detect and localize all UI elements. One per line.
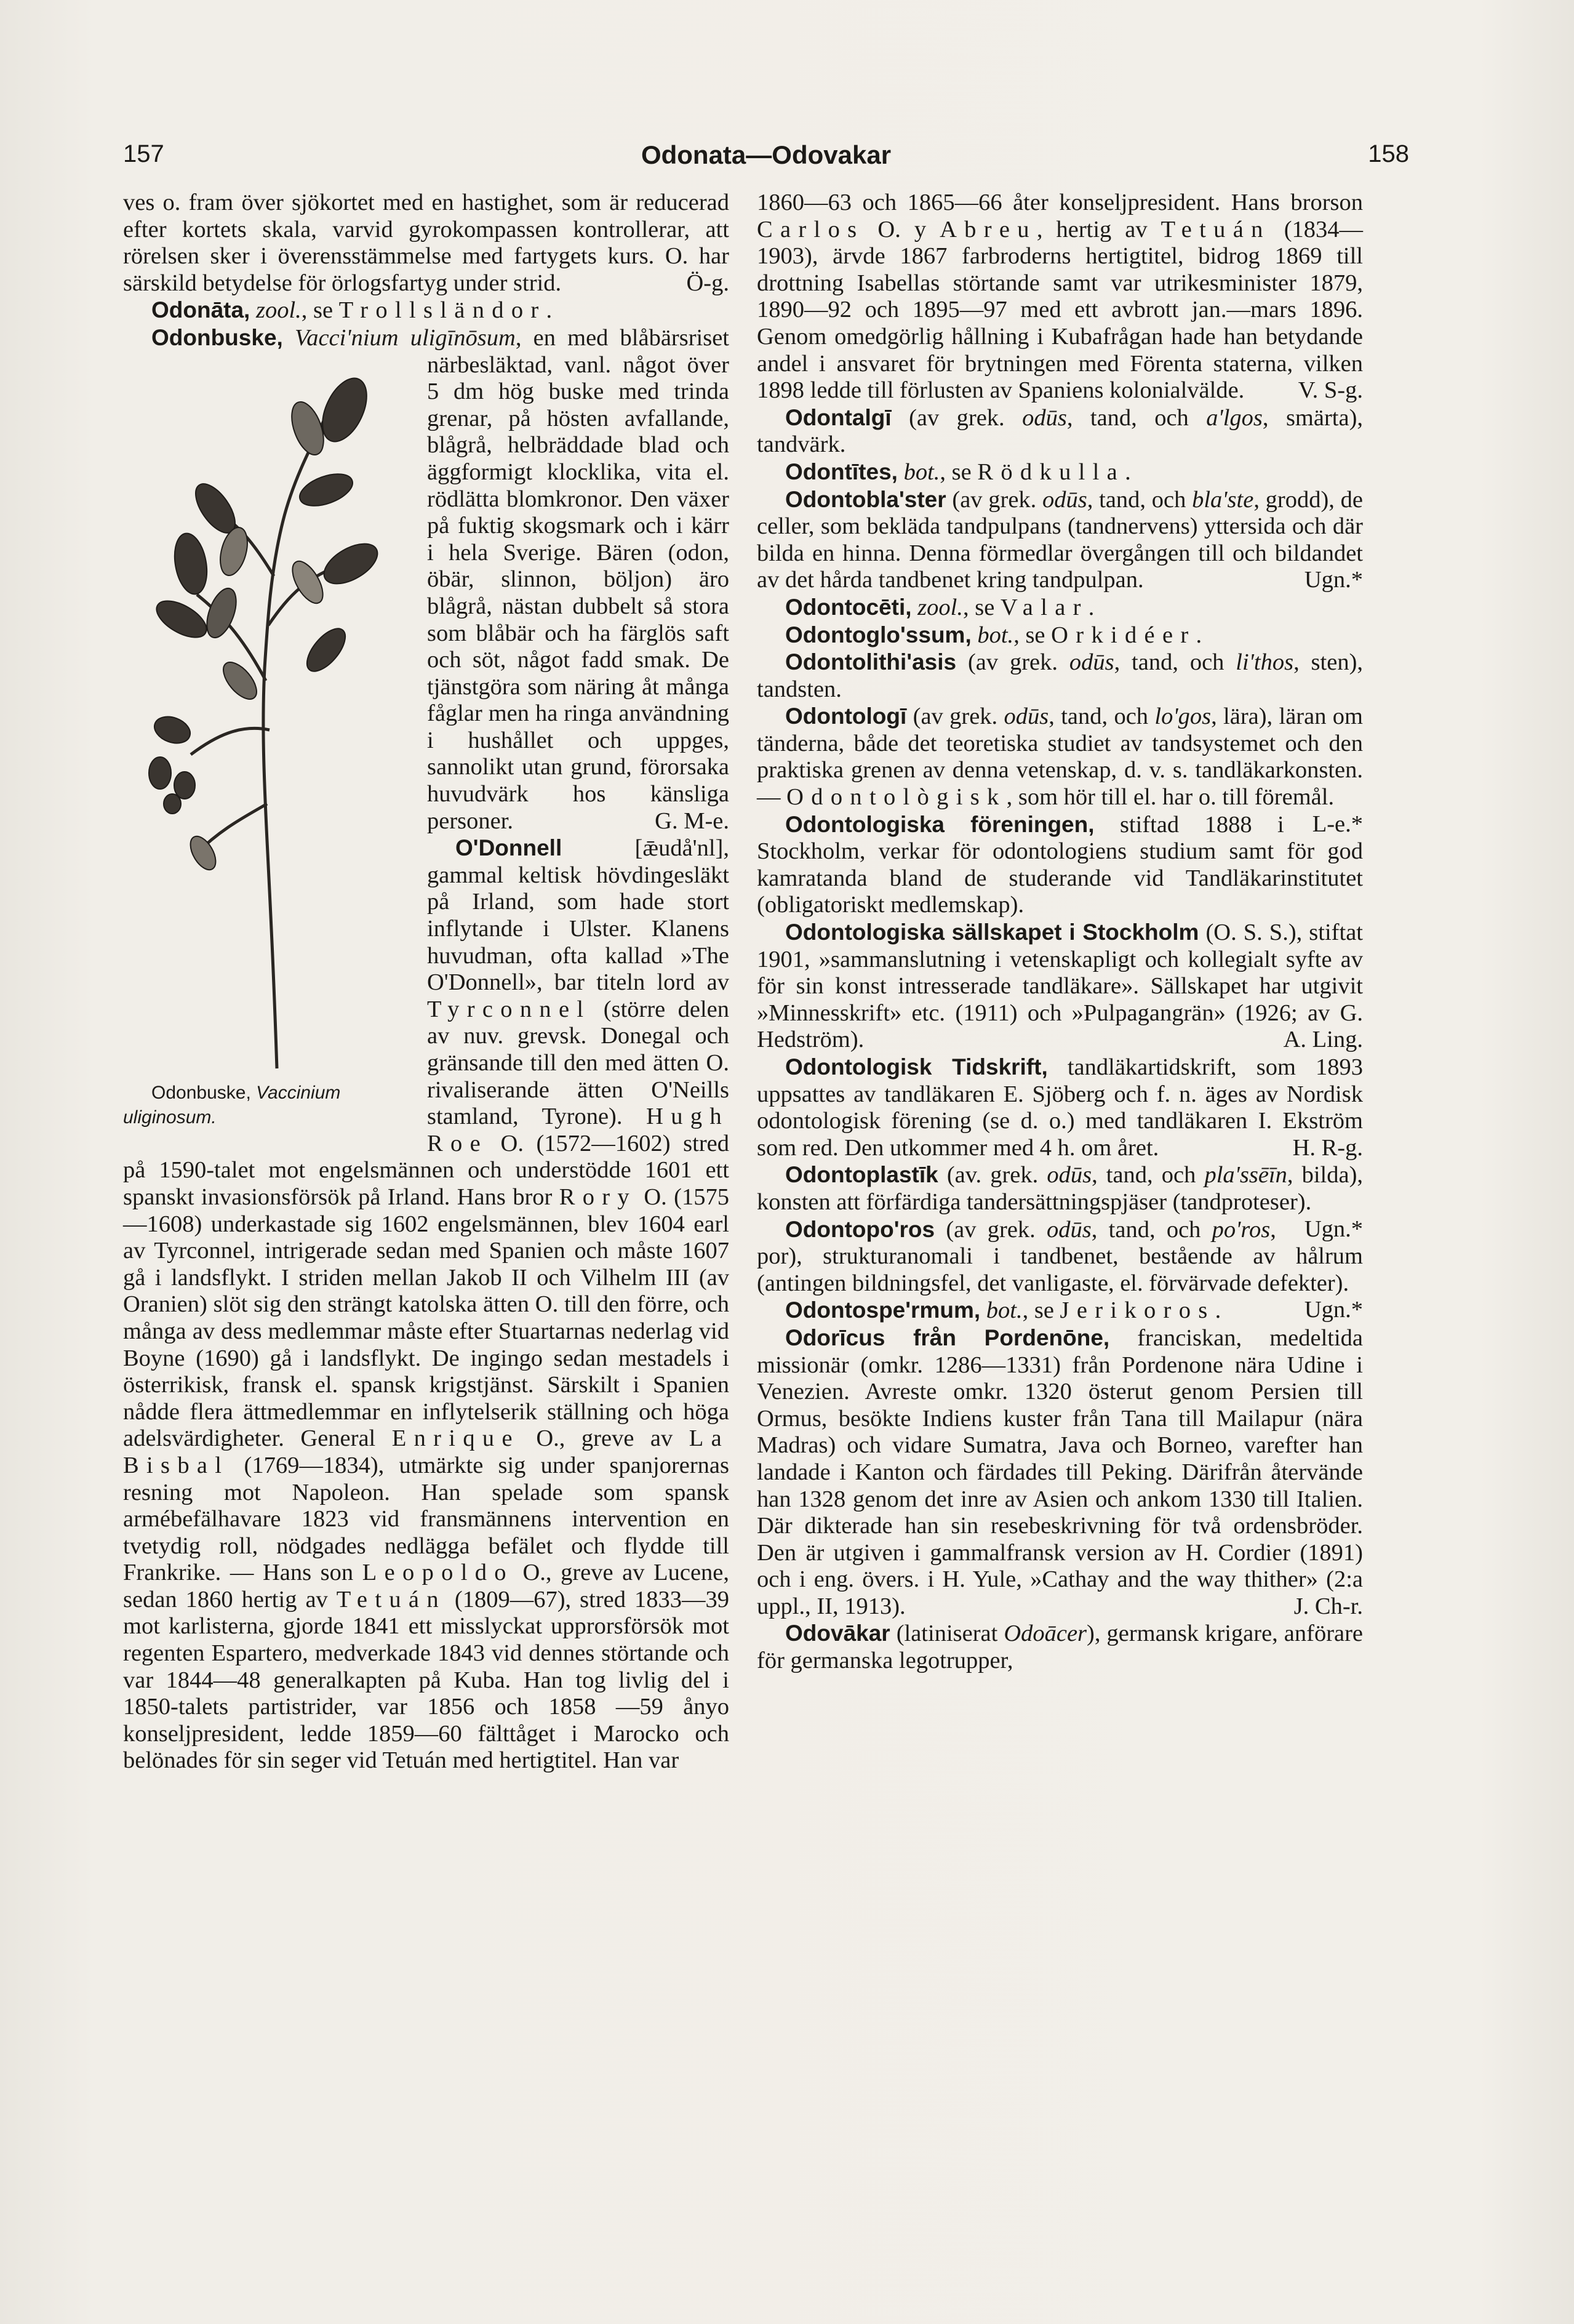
- cross-reference: Rödkulla: [977, 459, 1125, 485]
- cross-reference: Trollsländor: [338, 297, 546, 324]
- page-number-right: 158: [1368, 140, 1409, 167]
- entry-odoricus: Odorīcus från Pordenōne, franciskan, medeltida missionär (omkr. 1286—1331) från Pordenone nära Udine i Venezien. Avreste omkr. 1320 österut genom Persien till Ormus, besökte Indiens kuster från Tana till Mailapur (nära Madras) och vidare Sumatra, Java och Borneo, varefter han landade i Kanton och färdades till Peking. Därifrån återvände han 1328 genom det inre av Asien och ankom 1330 till Italien. Där dikterade han sin resebeskrivning för två ordensbröder. Den är utgiven i gammalfransk version av H. Cordier (1891) och i eng. övers. i H. Yule, »Cathay and the way thither» (2:a uppl., II, 1913). J. Ch-r.: [757, 1324, 1363, 1619]
- entry-odontologisk-tidskrift: Odontologisk Tidskrift, tandläkartidskrift, som 1893 uppsattes av tandläkaren E. Sjöberg och f. n. äges av Nordisk odontologisk förening (se d. o.) med tandläkaren I. Ekström som red. Den utkommer med 4 h. om året. H. R-g.: [757, 1054, 1363, 1161]
- headword: Odontologisk Tidskrift,: [785, 1054, 1048, 1080]
- blueberry-branch-illustration: [123, 361, 412, 1081]
- signature: G. M-e.: [655, 807, 729, 834]
- entry-odontologiska-sallskapet: Odontologiska sällskapet i Stockholm (O. S. S.), stiftat 1901, »sammanslutning i vetenskapligt och kollegialt syfte av för sin konst intresserade tandläkare». Sällskapet har utgivit »Minnesskrift» etc. (1911) och »Pulpagangrän» (1926; av G. Hedström). A. Ling.: [757, 920, 1363, 1053]
- signature: J. Ch-r.: [1293, 1593, 1363, 1619]
- headword: Odorīcus från Pordenōne,: [785, 1324, 1110, 1350]
- headword: Odontocēti,: [785, 594, 912, 620]
- entry-continuation: ves o. fram över sjökortet med en hastighet, som är reducerad efter kortets skala, varvid gyrokompassen kontrollerar, att rörelsen sker i överensstämmelse med fartygets kurs. O. har särskild betydelse för örlogsfartyg under strid. Ö-g.: [123, 190, 729, 296]
- signature: V. S-g.: [1298, 377, 1363, 404]
- headword: Odonbuske,: [151, 324, 283, 350]
- headword: Odontologiska sällskapet i Stockholm: [785, 920, 1199, 945]
- headword: Odontospe'rmum,: [785, 1297, 981, 1323]
- cross-reference: Valar: [1000, 594, 1089, 620]
- entry-odonbuske: Odonbuske, Vacci'nium uligīnōsum Odonbuske, Vaccinium uliginosum. , en med blåbärsriset närbesläktad, vanl. något över 5 dm hög buske med trinda grenar, på hösten avfallande, blågrå, helbräddade blad och äggformigt klocklika, vita el. rödlätta blomkronor. Den växer på fuktig skogsmark och i kärr i hela Sverige. Bären (odon, öbär, slinnon, böljon) äro blågrå, nästan dubbelt så stora som blåbär och ha färglös saft och söt, något fadd smak. De tjänstgöra som näring åt många fåglar men ha ringa användning i hushållet och uppges, sannolikt utan grund, förorsaka huvudvärk hos känsliga personer. G. M-e.: [123, 324, 729, 835]
- running-title: Odonata—Odovakar: [641, 140, 892, 169]
- signature: Ö-g.: [686, 270, 729, 296]
- entry-odontoporos: Odontopo'ros (av grek. odūs, tand, och po'ros, por), strukturanomali i tandbenet, bestående av hålrum (antingen bildningsfel, det vanligaste, el. förvärvade defekter). Ugn.*: [757, 1216, 1363, 1323]
- figure-caption: Odonbuske, Vaccinium uliginosum.: [123, 1082, 341, 1128]
- headword: Odonāta,: [151, 297, 250, 323]
- entry-odonata: Odonāta, zool., se Trollsländor.: [151, 297, 553, 324]
- entry-odontoblaster: Odontobla'ster (av grek. odūs, tand, och bla'ste, grodd), de celler, som bekläda tandpulpans (tandnervens) yttersida och där bilda en hinna. Denna förmedlar övergången till och bildandet av det hårda tandbenet kring tandpulpan. Ugn.*: [757, 486, 1364, 593]
- signature: Ugn.*: [1304, 567, 1363, 593]
- odonbuske-figure: [123, 361, 412, 1130]
- headword: Odontobla'ster: [785, 486, 946, 512]
- cross-reference: Jerikoros: [1060, 1297, 1215, 1324]
- signature: L-e.*: [1312, 811, 1363, 837]
- headword: Odontopo'ros: [785, 1216, 935, 1242]
- page-number-left: 157: [123, 140, 164, 167]
- page-header: [123, 140, 1409, 177]
- entry-odontologi: Odontologī (av grek. odūs, tand, och lo'gos, lära), läran om tänderna, både det teoretiska studiet av tandsystemet och den praktiska grenen av denna vetenskap, d. v. s. tandläkarkonsten. — Odontològisk, som hör till el. har o. till föremål. L-e.*: [757, 703, 1364, 837]
- left-column: [123, 190, 729, 1774]
- cross-reference: Orkidéer: [1051, 622, 1196, 648]
- headword: Odovākar: [785, 1621, 890, 1646]
- headword: O'Donnell: [455, 835, 562, 861]
- right-column: [757, 190, 1363, 1675]
- entry-odovakar: Odovākar (latiniserat Odoācer), germansk krigare, anförare för germanska legotrupper,: [757, 1621, 1364, 1674]
- entry-odonnell: O'Donnell [ǣudå'nl], gammal keltisk hövdingesläkt på Irland, som hade stort inflytande i Ulster. Klanens huvudman, ofta kallad »The O'Donnell», bar titeln lord av Tyrconnel (större delen av nuv. grevsk. Donegal och gränsande till den med ätten O. rivaliserande ätten O'Neills stamland, Tyrone). Hugh Roe O. (1572—1602) stred på 1590-talet mot engelsmännen och understödde 1601 ett spanskt invasionsförsök på Irland. Hans bror Rory O. (1575—1608) underkastade sig 1602 engelsmännen, blev 1604 earl av Tyrconnel, intrigerade sedan med Spanien och måste 1607 gå i landsflykt. I striden mellan Jakob II och Vilhelm III (av Oranien) slöt sig den strängt katolska ätten O. till den förre, och många av dess medlemmar måste efter Stuartarnas nederlag vid Boyne (1690) gå i landsflykt. De ingingo sedan mestadels i österrikisk, fransk el. spansk krigstjänst. Särskilt i Spanien nådde flera ättmedlemmar en inflytelserik ställning och höga adelsvärdigheter. General Enrique O., greve av La Bisbal (1769—1834), utmärkte sig under spanjorernas resning mot Napoleon. Han spelade som spansk armébefälhavare 1823 vid fransmännens intervention en tvetydig roll, nödgades nedlägga befälet och flydde till Frankrike. — Hans son Leopoldo O., greve av Lucene, sedan 1860 hertig av Tetuán (1809—67), stred 1833—39 mot karlisterna, gjorde 1841 ett misslyckat upprorsförsök mot regenten Espartero, medverkade 1843 vid dennes störtande och var 1844—48 generalkapten på Kuba. Han tog livlig del i 1850-talets partistrider, var 1856 och 1858 —59 ånyo konseljpresident, ledde 1859—60 fälttåget i Marocko och belönades för sin seger vid Tetuán med hertigtitel. Han var: [123, 835, 730, 1774]
- headword: Odontoglo'ssum,: [785, 622, 972, 647]
- signature: Ugn.*: [1304, 1216, 1363, 1242]
- entry-odontoceti: Odontocēti, zool., se Valar.: [785, 594, 1095, 620]
- entry-odontoplastik: Odontoplastīk (av. grek. odūs, tand, och pla'ssēīn, bilda), konsten att förfärdiga tandersättningspjäser (tandproteser). Ugn.*: [757, 1162, 1364, 1242]
- headword: Odontologiska föreningen,: [785, 811, 1095, 837]
- signature: H. R-g.: [1292, 1134, 1363, 1161]
- entry-odontoglossum: Odontoglo'ssum, bot., se Orkidéer.: [785, 622, 1202, 648]
- entry-odontospermum: Odontospe'rmum, bot., se Jerikoros.: [785, 1297, 1221, 1324]
- headword: Odontītes,: [785, 459, 898, 484]
- entry-odontologiska-foreningen: Odontologiska föreningen, stiftad 1888 i Stockholm, verkar för odontologiens studium samt för god kamratanda bland de studerande vid Tandläkarinstitutet (obligatoriskt medlemskap).: [757, 811, 1363, 918]
- signature: A. Ling.: [1283, 1027, 1363, 1053]
- signature: Ugn.*: [1304, 1297, 1363, 1323]
- headword: Odontoplastīk: [785, 1162, 938, 1188]
- entry-odonnell-continued: 1860—63 och 1865—66 åter konseljpresident. Hans brorson Carlos O. y Abreu, hertig av Tetuán (1834—1903), ärvde 1867 farbroderns hertigtitel, bidrog 1869 till drottning Isabellas störtande samt var utrikesminister 1879, 1890—92 och 1895—97 med ett avbrott jan.—mars 1896. Genom omedgörlig hållning i Kubafrågan hade han betydande andel i ansvaret för brytningen med Förenta staterna, vilken 1898 ledde till förlusten av Spaniens kolonialvälde. V. S-g.: [757, 190, 1364, 404]
- entry-odontites: Odontītes, bot., se Rödkulla.: [785, 459, 1131, 485]
- headword: Odontalgī: [785, 404, 892, 430]
- entry-odontolithiasis: Odontolithi'asis (av grek. odūs, tand, och li'thos, sten), tandsten.: [757, 649, 1364, 702]
- headword: Odontolithi'asis: [785, 649, 957, 675]
- entry-odontalgi: Odontalgī (av grek. odūs, tand, och a'lgos, smärta), tandvärk.: [757, 404, 1364, 458]
- headword: Odontologī: [785, 703, 907, 729]
